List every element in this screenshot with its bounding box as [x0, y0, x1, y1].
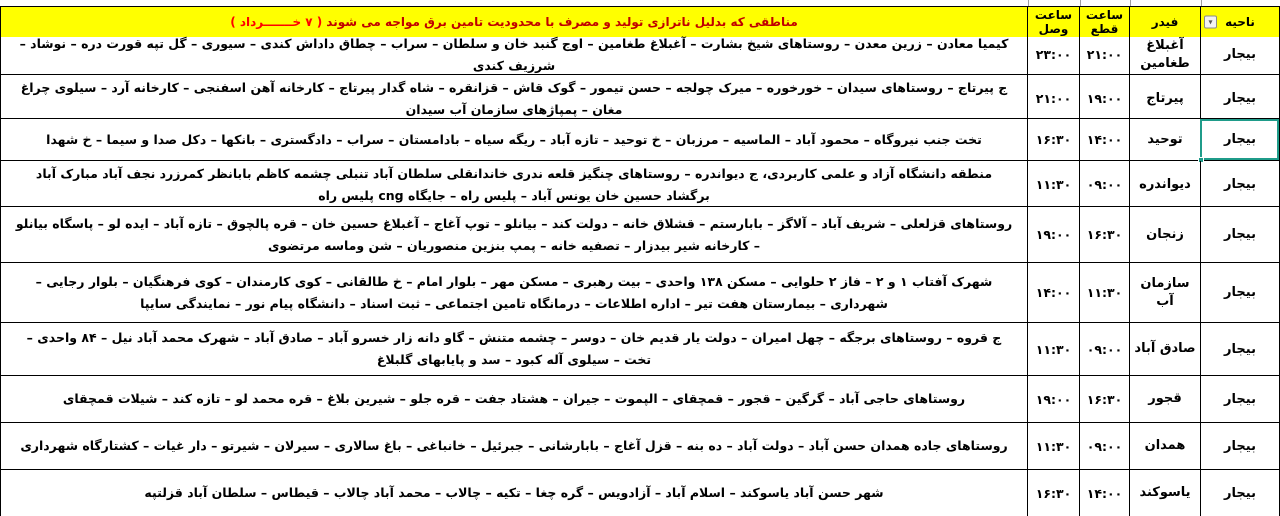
region-cell[interactable]: [1200, 75, 1279, 123]
feeder-cell[interactable]: [1129, 31, 1200, 79]
on-time-value: ۲۱:۰۰: [1035, 91, 1072, 107]
feeder-value: یاسوکند: [1139, 485, 1191, 501]
off-time-value: ۱۴:۰۰: [1086, 485, 1123, 501]
column-divider: [1080, 0, 1081, 6]
feeder-cell[interactable]: [1129, 119, 1200, 160]
on-time-value: ۱۴:۰۰: [1035, 285, 1072, 300]
feeder-value: صادق آباد: [1134, 341, 1196, 357]
off-time-value: ۰۹:۰۰: [1086, 341, 1123, 357]
region-cell[interactable]: [1200, 376, 1279, 422]
region-value: بیجار: [1224, 91, 1256, 107]
filter-icon[interactable]: ▾: [1204, 16, 1217, 29]
areas-cell[interactable]: [1, 161, 1027, 209]
areas-value: روستاهای جاده همدان حسن آباد – دولت آباد – ده بنه – قزل آغاج – بابارشانی – جبرئیل – خانباغی – باغ سالاری – سیرلان – شیرتو – دار غیات – کشتارگاه شهرداری: [20, 438, 1008, 454]
feeder-value: قجور: [1148, 391, 1182, 407]
off-time-cell[interactable]: [1079, 423, 1129, 469]
feeder-cell[interactable]: [1129, 323, 1200, 375]
feeder-cell[interactable]: [1129, 75, 1200, 123]
region-value: بیجار: [1224, 177, 1256, 193]
region-value: بیجار: [1224, 47, 1256, 63]
on-time-cell[interactable]: [1027, 75, 1079, 123]
areas-cell[interactable]: [1, 376, 1027, 422]
table-title-date: ( ۷ خـــــــرداد ): [230, 15, 323, 29]
on-time-cell[interactable]: [1027, 470, 1079, 516]
off-time-value: ۱۶:۳۰: [1086, 227, 1123, 242]
on-time-cell[interactable]: [1027, 31, 1079, 79]
region-value: بیجار: [1224, 341, 1256, 357]
region-cell[interactable]: [1200, 161, 1279, 209]
region-cell[interactable]: [1200, 423, 1279, 469]
table-row: [1, 323, 1279, 376]
areas-cell[interactable]: [1, 207, 1027, 262]
column-divider: [1201, 0, 1202, 6]
feeder-value: همدان: [1144, 438, 1186, 454]
off-time-cell[interactable]: [1079, 119, 1129, 160]
table-row: [1, 376, 1279, 423]
areas-value: شهرک آفتاب ۱ و ۲ – فاز ۲ حلوایی – مسکن ۱۳۸ واحدی – بیت رهبری – مسکن مهر – بلوار امام – خ طالقانی – کوی کارمندان – کوی فرهنگیان – بلوار رجایی – شهرداری – بیمارستان هفت تیر – اداره اطلاعات – درمانگاه تامین اجتماعی – ثبت اسناد – دانشگاه پیام نور – نمایندگی سایپا: [35, 273, 993, 311]
on-time-cell[interactable]: [1027, 207, 1079, 262]
table-body: [1, 31, 1279, 516]
outage-table: [0, 6, 1280, 516]
region-value: بیجار: [1224, 132, 1256, 147]
feeder-cell[interactable]: [1129, 376, 1200, 422]
areas-cell[interactable]: [1, 470, 1027, 516]
off-time-value: ۱۱:۳۰: [1086, 285, 1123, 300]
off-time-cell[interactable]: [1079, 376, 1129, 422]
feeder-value: توحید: [1147, 131, 1183, 147]
areas-value: کیمیا معادن – زرین معدن – روستاهای شیخ بشارت – آغبلاغ طغامین – اوج گنبد خان و سلطان – سراب – چطاق داداش کندی – سیوری – گل تپه قورت دره – نوشاد – شرزیف کندی: [19, 36, 1009, 73]
region-value: بیجار: [1224, 391, 1256, 407]
header-label-region: ناحیه: [1225, 15, 1255, 29]
areas-cell[interactable]: [1, 323, 1027, 375]
region-value: بیجار: [1224, 485, 1256, 501]
region-cell[interactable]: [1200, 31, 1279, 79]
on-time-cell[interactable]: [1027, 323, 1079, 375]
on-time-value: ۲۳:۰۰: [1035, 47, 1072, 63]
feeder-cell[interactable]: [1129, 263, 1200, 322]
column-divider: [1028, 0, 1029, 6]
areas-cell[interactable]: [1, 119, 1027, 160]
feeder-cell[interactable]: [1129, 423, 1200, 469]
on-time-cell[interactable]: [1027, 119, 1079, 160]
off-time-value: ۱۴:۰۰: [1086, 132, 1123, 147]
on-time-value: ۱۶:۳۰: [1035, 132, 1072, 147]
table-row: [1, 207, 1279, 263]
areas-value: ج پیرتاج – روستاهای سیدان – خورخوره – میرک چولجه – حسن تیمور – گوک قاش – قزانقره – شاه گدار پیرتاج – کارخانه آهن اسفنجی – کارخانه آرد – سیلوی چراغ مغان – پمپاژهای سازمان آب سیدان: [20, 80, 1008, 117]
off-time-cell[interactable]: [1079, 207, 1129, 262]
areas-value: شهر حسن آباد یاسوکند – اسلام آباد – آزادویس – گره چغا – تکیه – چالاب – محمد آباد چالاب – قیطاس – سلطان آباد قزلتپه: [144, 485, 884, 501]
region-cell[interactable]: [1200, 119, 1279, 160]
areas-cell[interactable]: [1, 31, 1027, 79]
header-label-on-time: ساعت وصل: [1034, 8, 1073, 36]
table-row: [1, 470, 1279, 516]
off-time-value: ۰۹:۰۰: [1086, 438, 1123, 454]
areas-cell[interactable]: [1, 75, 1027, 123]
feeder-cell[interactable]: [1129, 470, 1200, 516]
feeder-value: دیواندره: [1139, 177, 1191, 193]
on-time-cell[interactable]: [1027, 423, 1079, 469]
table-header-row: [1, 7, 1279, 36]
areas-value: روستاهای قزلعلی – شریف آباد – آلاگز – بابارستم – قشلاق خانه – دولت کند – بیانلو – توپ آغاج – آغبلاغ حسین خان – قره پالچوق – تازه آباد – ایده لو – پاسگاه بیانلو – کارخانه شیر بیدزار – تصفیه خانه – پمپ بنزین منصوریان – شن وماسه مرتضوی: [15, 215, 1013, 253]
feeder-value: سازمان آب: [1140, 275, 1190, 309]
off-time-cell[interactable]: [1079, 323, 1129, 375]
off-time-cell[interactable]: [1079, 470, 1129, 516]
areas-value: تخت جنب نیروگاه – محمود آباد – الماسیه – مرزبان – خ توحید – تازه آباد – ریگه سیاه – بادامستان – سراب – دادگستری – بانکها – دکل صدا و سیما – خ شهدا: [46, 131, 982, 147]
region-cell[interactable]: [1200, 470, 1279, 516]
table-row: [1, 31, 1279, 75]
region-value: بیجار: [1224, 227, 1256, 242]
table-row: [1, 423, 1279, 470]
feeder-cell[interactable]: [1129, 207, 1200, 262]
feeder-cell[interactable]: [1129, 161, 1200, 209]
table-row: [1, 75, 1279, 119]
feeder-value: پیرتاج: [1146, 91, 1184, 107]
region-value: بیجار: [1224, 438, 1256, 454]
region-cell[interactable]: [1200, 207, 1279, 262]
feeder-value: آغبلاغ طغامین: [1140, 38, 1190, 71]
areas-cell[interactable]: [1, 423, 1027, 469]
off-time-value: ۱۹:۰۰: [1086, 91, 1123, 107]
column-divider: [1130, 0, 1131, 6]
table-title: مناطقی که بدلیل ناترازی تولید و مصرف با محدودیت تامین برق مواجه می شوند: [326, 15, 798, 29]
header-label-feeder: فیدر: [1151, 15, 1179, 29]
on-time-value: ۱۹:۰۰: [1035, 391, 1072, 407]
on-time-value: ۱۱:۳۰: [1035, 341, 1072, 357]
on-time-cell[interactable]: [1027, 161, 1079, 209]
areas-value: منطقه دانشگاه آزاد و علمی کاربردی، ج دیواندره – روستاهای چنگیز قلعه ندری خاندانقلی سلطان آباد تنبلی چشمه کاظم بابانظر کمرزرد نجف آباد مبارک آباد برگشاد حسین خان یونس آباد – پلیس راه – جایگاه cng پلیس راه: [35, 166, 993, 203]
row-above-remnant: [0, 0, 1280, 6]
table-row: [1, 263, 1279, 323]
areas-value: روستاهای حاجی آباد – گرگین – قجور – قمچقای – الپموت – جیران – هشتاد جفت – قره جلو – شیرین بلاغ – قره محمد لو – تازه کند – شیلات قمچقای: [62, 391, 966, 407]
off-time-cell[interactable]: [1079, 161, 1129, 209]
on-time-value: ۱۹:۰۰: [1035, 227, 1072, 242]
off-time-value: ۱۶:۳۰: [1086, 391, 1123, 407]
table-row: [1, 119, 1279, 161]
on-time-cell[interactable]: [1027, 263, 1079, 322]
header-label-off-time: ساعت قطع: [1085, 8, 1124, 36]
region-value: بیجار: [1224, 285, 1256, 300]
off-time-value: ۲۱:۰۰: [1086, 47, 1123, 63]
on-time-value: ۱۶:۳۰: [1035, 485, 1072, 501]
off-time-cell[interactable]: [1079, 31, 1129, 79]
on-time-cell[interactable]: [1027, 376, 1079, 422]
region-cell[interactable]: [1200, 263, 1279, 322]
feeder-value: زنجان: [1146, 226, 1184, 242]
on-time-value: ۱۱:۳۰: [1035, 177, 1072, 193]
table-row: [1, 161, 1279, 207]
region-cell[interactable]: [1200, 323, 1279, 375]
on-time-value: ۱۱:۳۰: [1035, 438, 1072, 454]
areas-cell[interactable]: [1, 263, 1027, 322]
areas-value: ج قروه – روستاهای برجگه – چهل امیران – دولت یار قدیم خان – دوسر – چشمه متنش – گاو دانه زار خسرو آباد – صادق آباد – شهرک محمد آباد نیل – ۸۴ واحدی – تخت – سیلوی آله کبود – سد و پایابهای گلبلاغ: [26, 330, 1002, 367]
off-time-value: ۰۹:۰۰: [1086, 177, 1123, 193]
off-time-cell[interactable]: [1079, 263, 1129, 322]
off-time-cell[interactable]: [1079, 75, 1129, 123]
